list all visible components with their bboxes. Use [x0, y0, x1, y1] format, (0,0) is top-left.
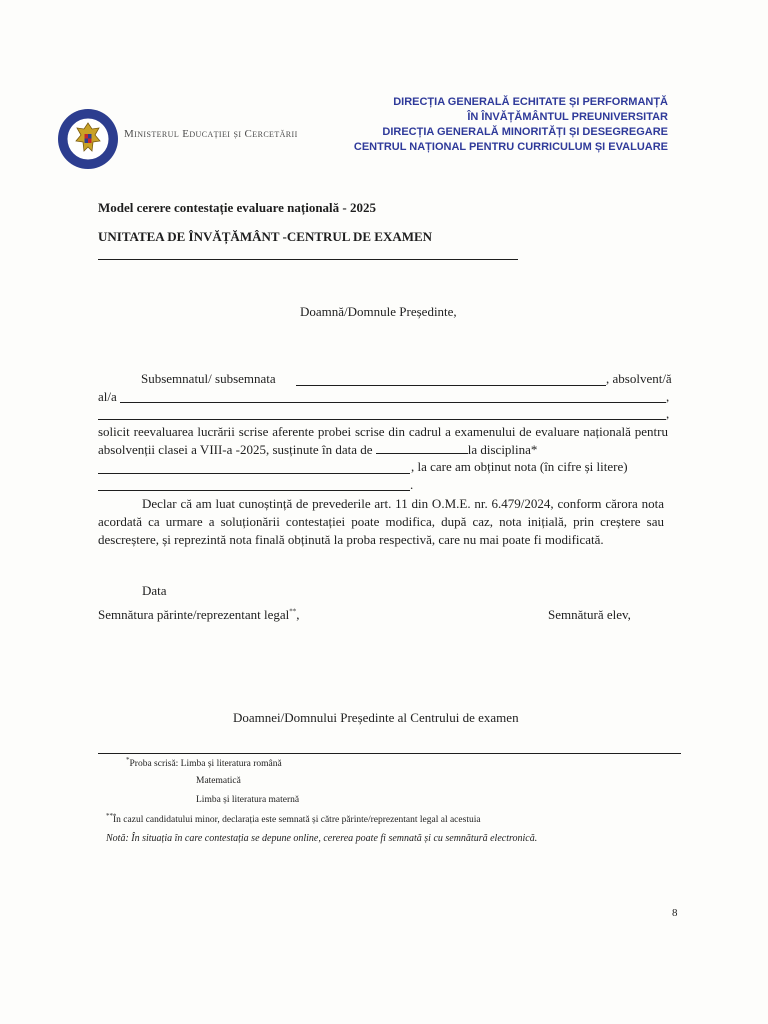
request-paragraph	[98, 423, 668, 459]
addressee: Doamnei/Domnului Președinte al Centrului de examen	[233, 710, 519, 725]
footnote-discipline: *Proba scrisă: Limba și literatura română	[126, 756, 282, 770]
comma: ,	[666, 406, 670, 421]
ministry-name: Ministerul Educației și Cercetării	[124, 128, 298, 140]
exam-date-field[interactable]	[376, 443, 468, 454]
discipline-label: la disciplina*	[467, 442, 538, 457]
comma: ,	[666, 389, 670, 404]
salutation: Doamnă/Domnule Președinte,	[300, 304, 457, 319]
footnote-online-note: Notă: În situația în care contestația se depune online, cererea poate fi semnată și cu semnătură electronică.	[106, 833, 538, 844]
declaration-paragraph: Declar că am luat cunoștință de prevederile art. 11 din O.M.E. nr. 6.479/2024, conform cărora nota acordată ca urmare a soluționării contestației poate modifica, după caz, nota inițială, prin creștere sau descreștere, și reprezintă nota finală obținută la proba respectivă, care nu mai poate fi modificată.	[98, 496, 664, 547]
name-field[interactable]	[296, 385, 606, 386]
direction-line: CENTRUL NAȚIONAL PENTRU CURRICULUM ȘI EVALUARE	[353, 141, 668, 153]
page-number: 8	[672, 907, 678, 919]
footnote-divider	[98, 753, 681, 754]
parent-signature-label: Semnătura părinte/reprezentant legal**,	[98, 607, 300, 622]
period: .	[410, 477, 414, 492]
student-signature-label: Semnătură elev,	[548, 607, 631, 622]
grade-field[interactable]	[98, 490, 410, 491]
exam-unit-field[interactable]	[98, 259, 518, 260]
request-text: solicit reevaluarea lucrării scrise aferente probei scrise din cadrul a examenului de evaluare națională pentru absolvenții clasei a VIII-a -2025, susținute în data de	[98, 424, 668, 457]
footnote-discipline-item: Limba și literatura maternă	[196, 795, 300, 805]
grade-label: , la care am obținut nota (în cifre și litere)	[411, 459, 628, 474]
directions-block	[354, 95, 668, 155]
direction-line: ÎN ÎNVĂȚĂMÂNTUL PREUNIVERSITAR	[467, 111, 668, 123]
subsemnatul-label: Subsemnatul/ subsemnata	[141, 371, 276, 386]
direction-line: DIRECȚIA GENERALĂ ECHITATE ȘI PERFORMANȚĂ	[393, 96, 668, 108]
direction-line: DIRECȚIA GENERALĂ MINORITĂȚI ȘI DESEGREGARE	[382, 126, 668, 138]
government-seal-logo	[56, 107, 120, 171]
footnote-minor: **În cazul candidatului minor, declarația este semnată și către părinte/reprezentant legal al acestuia	[106, 812, 481, 826]
date-label: Data	[142, 583, 167, 598]
exam-unit-label: UNITATEA DE ÎNVĂȚĂMÂNT -CENTRUL DE EXAMEN	[98, 229, 433, 244]
absolvent-label: , absolvent/ă	[606, 371, 672, 386]
al-a-label: al/a	[98, 389, 117, 404]
discipline-field[interactable]	[98, 473, 410, 474]
footnote-discipline-item: Matematică	[196, 776, 241, 786]
form-title: Model cerere contestație evaluare națională - 2025	[98, 200, 376, 215]
school-field[interactable]	[120, 402, 666, 403]
school-field-continued[interactable]	[98, 419, 666, 420]
